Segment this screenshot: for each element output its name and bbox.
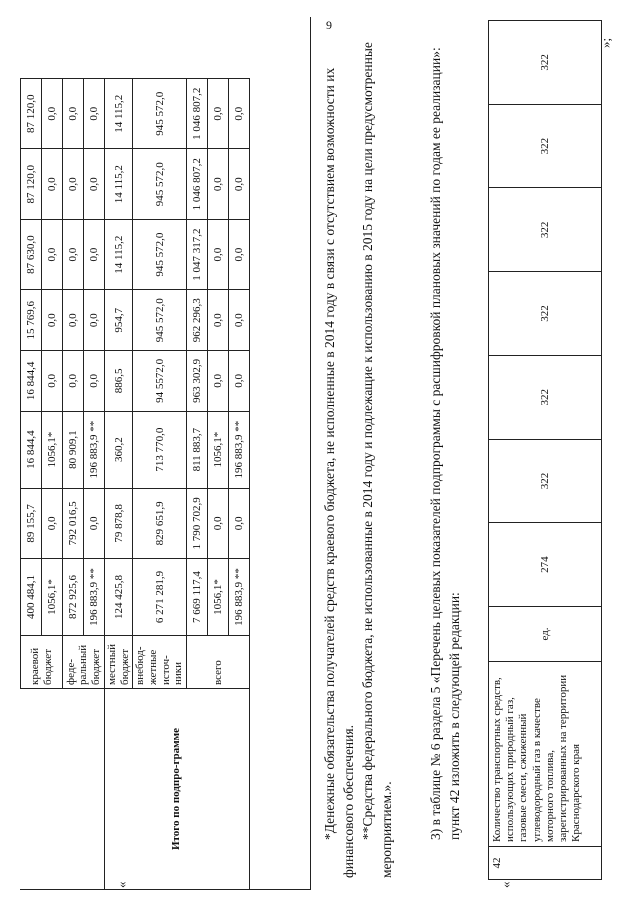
page-number: 9 (326, 18, 332, 32)
budget-value-cell: 1056,1* (207, 559, 228, 636)
budget-source-label: местный бюджет (105, 636, 133, 689)
opening-quote-2: « (498, 881, 513, 888)
budget-value-cell: 0,0 (84, 351, 105, 412)
budget-value-cell: 14 115,2 (105, 149, 133, 219)
budget-value-cell: 15 769,6 (21, 290, 42, 351)
budget-value-cell: 0,0 (228, 219, 249, 289)
paragraph-item-42: пункт 42 изложить в следующей редакции: (447, 592, 462, 840)
budget-source-label: феде-ральный бюджет (63, 636, 105, 689)
budget-value-cell: 963 302,9 (186, 351, 207, 412)
budget-value-cell: 1 790 702,9 (186, 488, 207, 558)
budget-value-cell: 1056,1* (42, 559, 63, 636)
indicator-value-cell: 322 (489, 104, 602, 188)
budget-value-cell: 954,7 (105, 290, 133, 351)
budget-value-cell: 0,0 (228, 290, 249, 351)
budget-value-cell: 886,5 (105, 351, 133, 412)
budget-value-cell: 94 5572,0 (133, 351, 187, 412)
indicator-value-cell: 322 (489, 439, 602, 523)
indicator-value-cell: 322 (489, 355, 602, 439)
budget-value-cell: 0,0 (207, 488, 228, 558)
budget-value-cell: 945 572,0 (133, 219, 187, 289)
budget-value-cell: 0,0 (207, 219, 228, 289)
budget-value-cell: 811 883,7 (186, 411, 207, 488)
budget-value-cell: 0,0 (207, 79, 228, 150)
budget-value-cell: 0,0 (228, 351, 249, 412)
budget-value-cell: 6 271 281,9 (133, 559, 187, 636)
budget-row (105, 79, 133, 890)
budget-value-cell: 16 844,4 (21, 411, 42, 488)
budget-value-cell: 79 878,8 (105, 488, 133, 558)
budget-value-cell: 87 120,0 (21, 79, 42, 150)
paragraph-3: 3) в таблице № 6 раздела 5 «Перечень целевых показателей подпрограммы с расшифровкой плановых значений по годам ее реализации»: (428, 47, 443, 840)
budget-value-cell: 124 425,8 (105, 559, 133, 636)
budget-value-cell: 1 047 317,2 (186, 219, 207, 289)
budget-value-cell: 0,0 (42, 290, 63, 351)
budget-value-cell: 0,0 (207, 351, 228, 412)
budget-value-cell: 0,0 (84, 79, 105, 150)
indicator-value-cell: 322 (489, 272, 602, 356)
budget-value-cell: 0,0 (63, 79, 84, 150)
closing-quote: »; (598, 37, 613, 48)
indicator-number: 42 (489, 847, 602, 880)
budget-value-cell: 1 046 807,2 (186, 79, 207, 150)
budget-value-cell: 196 883,9 ** (228, 411, 249, 488)
indicator-name: Количество транспортных средств, использующих природный газ, газовые смеси, сжиженный углеводородный газ в качестве моторного топлива, зарегистрированных на территории Краснодарского края (489, 662, 602, 847)
budget-value-cell: 0,0 (42, 149, 63, 219)
budget-value-cell: 0,0 (207, 290, 228, 351)
indicator-row (489, 21, 602, 880)
budget-value-cell: 962 296,3 (186, 290, 207, 351)
budget-value-cell: 14 115,2 (105, 79, 133, 150)
budget-value-cell: 400 484,1 (21, 559, 42, 636)
budget-value-cell: 0,0 (63, 351, 84, 412)
footnote-1: *Денежные обязательства получателей средств краевого бюджета, не исполненные в 2014 году в связи с отсутствием возможности их финансового обеспечения. (322, 67, 356, 878)
budget-value-cell: 0,0 (42, 219, 63, 289)
budget-value-cell: 196 883,9 ** (228, 559, 249, 636)
budget-value-cell: 1 046 807,2 (186, 149, 207, 219)
budget-value-cell: 87 120,0 (21, 149, 42, 219)
budget-value-cell: 89 155,7 (21, 488, 42, 558)
indicator-value-cell: 322 (489, 188, 602, 272)
budget-header-blank (21, 689, 105, 890)
notes-block (320, 38, 464, 878)
budget-value-cell: 0,0 (42, 351, 63, 412)
budget-value-cell: 196 883,9 ** (84, 559, 105, 636)
budget-source-label: краевой бюджет (21, 636, 63, 689)
budget-value-cell: 1056,1* (42, 411, 63, 488)
budget-row (21, 79, 42, 890)
budget-value-cell: 872 925,6 (63, 559, 84, 636)
budget-value-cell: 0,0 (42, 488, 63, 558)
budget-value-cell: 80 909,1 (63, 411, 84, 488)
budget-value-cell: 713 770,0 (133, 411, 187, 488)
indicator-unit: ед. (489, 607, 602, 662)
budget-value-cell: 0,0 (84, 149, 105, 219)
budget-value-cell: 196 883,9 ** (84, 411, 105, 488)
budget-value-cell: 945 572,0 (133, 79, 187, 150)
budget-value-cell: 0,0 (84, 219, 105, 289)
rotated-page-content (10, 20, 620, 890)
budget-value-cell: 1056,1* (207, 411, 228, 488)
budget-table-section (20, 18, 310, 890)
budget-value-cell: 0,0 (228, 488, 249, 558)
indicator-table (488, 20, 602, 880)
indicator-value-cell: 322 (489, 21, 602, 105)
budget-value-cell: 0,0 (84, 488, 105, 558)
budget-value-cell: 829 651,9 (133, 488, 187, 558)
budget-value-cell: 0,0 (228, 79, 249, 150)
opening-quote: « (114, 881, 129, 888)
indicator-value-cell: 274 (489, 523, 602, 607)
budget-value-cell: 7 669 117,4 (186, 559, 207, 636)
budget-value-cell: 945 572,0 (133, 149, 187, 219)
budget-group-label: Итого по подпро-грамме (105, 689, 250, 890)
budget-value-cell: 0,0 (63, 219, 84, 289)
budget-value-cell: 792 016,5 (63, 488, 84, 558)
budget-source-label: внебюд-жетные источ-ники (133, 636, 187, 689)
budget-value-cell: 945 572,0 (133, 290, 187, 351)
budget-value-cell: 14 115,2 (105, 219, 133, 289)
budget-value-cell: 0,0 (63, 149, 84, 219)
budget-value-cell: 0,0 (207, 149, 228, 219)
budget-value-cell: 0,0 (42, 79, 63, 150)
budget-table (20, 78, 250, 890)
budget-value-cell: 16 844,4 (21, 351, 42, 412)
budget-value-cell: 87 630,0 (21, 219, 42, 289)
footnote-2: **Средства федерального бюджета, не использованные в 2014 году и подлежащие к использованию в 2015 году на цели предусмотренные мероприятием.». (360, 42, 394, 878)
budget-source-label: всего (186, 636, 249, 689)
budget-value-cell: 360,2 (105, 411, 133, 488)
budget-value-cell: 0,0 (228, 149, 249, 219)
budget-value-cell: 0,0 (84, 290, 105, 351)
budget-value-cell: 0,0 (63, 290, 84, 351)
